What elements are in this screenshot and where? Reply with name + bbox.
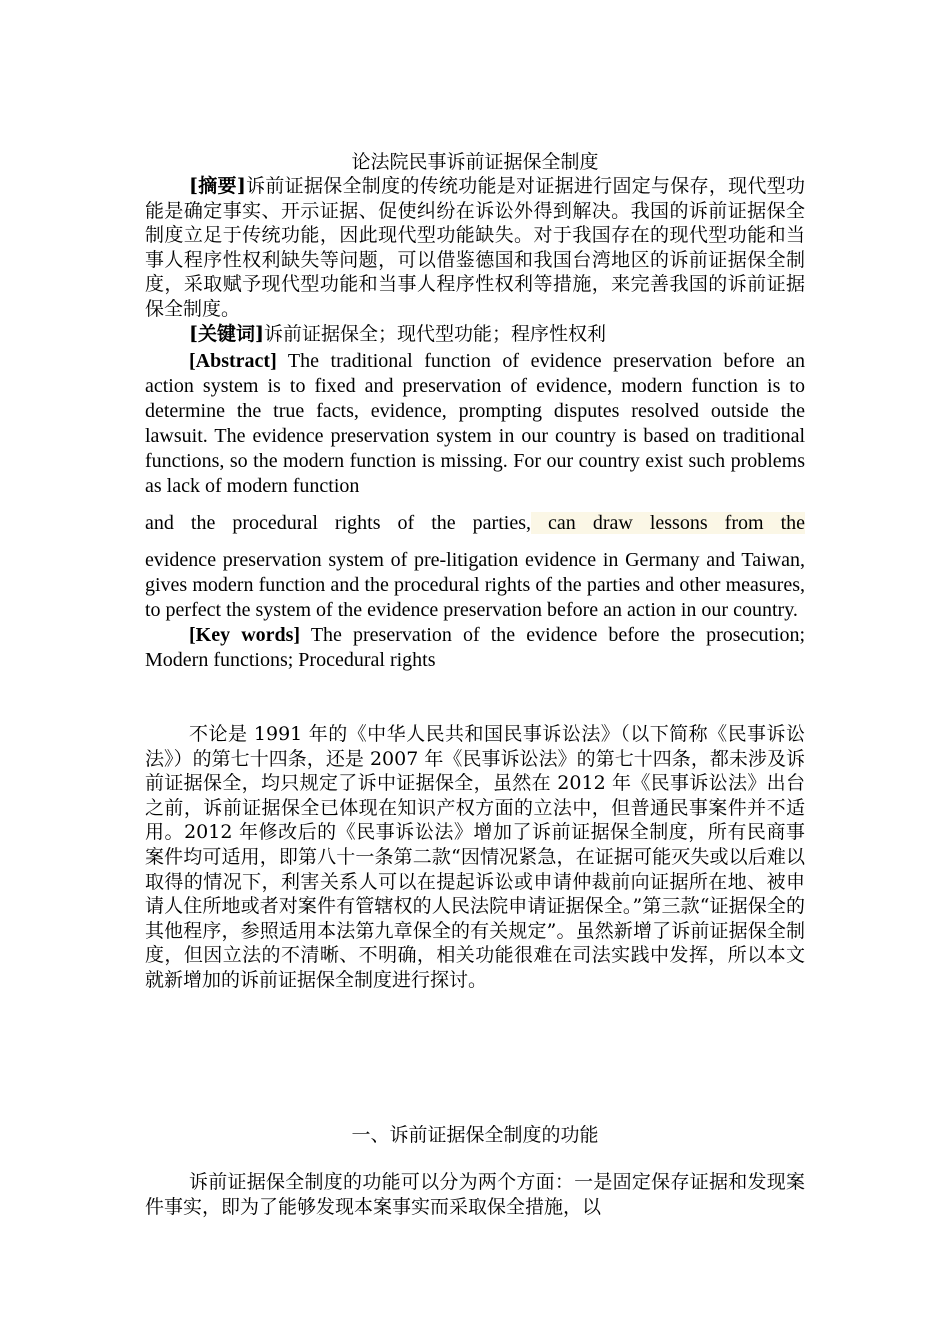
- abstract-en-1: [145, 349, 805, 498]
- body-paragraph-2: 诉前证据保全制度的功能可以分为两个方面：一是固定保存证据和发现案件事实，即为了能够发现本案事实而采取保全措施，以: [145, 1171, 805, 1218]
- body-section: [145, 722, 805, 993]
- keywords-en: [145, 623, 805, 673]
- abstract-en-text-3: can draw lessons from the: [531, 512, 806, 534]
- abstract-zh-block: [145, 174, 805, 346]
- keywords-en-text: The preservation of the evidence before the prosecution; Modern functions; Procedural rights: [145, 623, 805, 671]
- page-title: 论法院民事诉前证据保全制度: [351, 151, 599, 173]
- keywords-zh: [145, 322, 805, 347]
- abstract-zh-label: [摘要]: [189, 175, 246, 197]
- abstract-en-label: [Abstract]: [189, 350, 277, 372]
- abstract-zh: [145, 174, 805, 322]
- section-heading-1: 一、诉前证据保全制度的功能: [351, 1124, 599, 1146]
- abstract-zh-text: 诉前证据保全制度的传统功能是对证据进行固定与保存，现代型功能是确定事实、开示证据、促使纠纷在诉讼外得到解决。我国的诉前证据保全制度立足于传统功能，因此现代型功能缺失。对于我国存在的现代型功能和当事人程序性权利缺失等问题，可以借鉴德国和我国台湾地区的诉前证据保全制度，采取赋予现代型功能和当事人程序性权利等措施，来完善我国的诉前证据保全制度。: [145, 175, 805, 320]
- keywords-zh-label: [关键词]: [189, 322, 264, 345]
- body-section-2: [145, 1170, 805, 1219]
- abstract-en-text-2: and the procedural rights of the parties,: [145, 512, 531, 534]
- abstract-en-block: [145, 349, 805, 498]
- abstract-en-block-2: [145, 548, 805, 673]
- keywords-zh-text: 诉前证据保全；现代型功能；程序性权利: [263, 322, 606, 345]
- body-paragraph-1: 不论是 1991 年的《中华人民共和国民事诉讼法》（以下简称《民事诉讼法》）的第七十四条，还是 2007 年《民事诉讼法》的第七十四条，都未涉及诉前证据保全，均只规定了诉中证据保全，虽然在 2012 年《民事诉讼法》出台之前，诉前证据保全已体现在知识产权方面的立法中，但普通民事案件并不适用。2012 年修改后的《民事诉讼法》增加了诉前证据保全制度，所有民商事案件均可适用，即第八十一条第二款“因情况紧急，在证据可能灭失或以后难以取得的情况下，利害关系人可以在提起诉讼或申请仲裁前向证据所在地、被申请人住所地或者对案件有管辖权的人民法院申请证据保全。”第三款“证据保全的其他程序，参照适用本法第九章保全的有关规定”。虽然新增了诉前证据保全制度，但因立法的不清晰、不明确，相关功能很难在司法实践中发挥，所以本文就新增加的诉前证据保全制度进行探讨。: [145, 723, 805, 991]
- keywords-en-label: [Key words]: [189, 623, 301, 646]
- abstract-en-text-1: The traditional function of evidence preservation before an action system is to fixed and preservation of evidence, modern function is to determine the true facts, evidence, prompting disputes resolved outside the lawsuit. The evidence preservation system in our country is based on traditional functions, so the modern function is missing. For our country exist such problems as lack of modern function: [145, 350, 805, 497]
- abstract-en-4: evidence preservation system of pre-litigation evidence in Germany and Taiwan, gives modern function and the procedural rights of the parties and other measures, to perfect the system of the evidence preservation before an action in our country.: [145, 549, 805, 621]
- abstract-en-line-2: [145, 511, 805, 536]
